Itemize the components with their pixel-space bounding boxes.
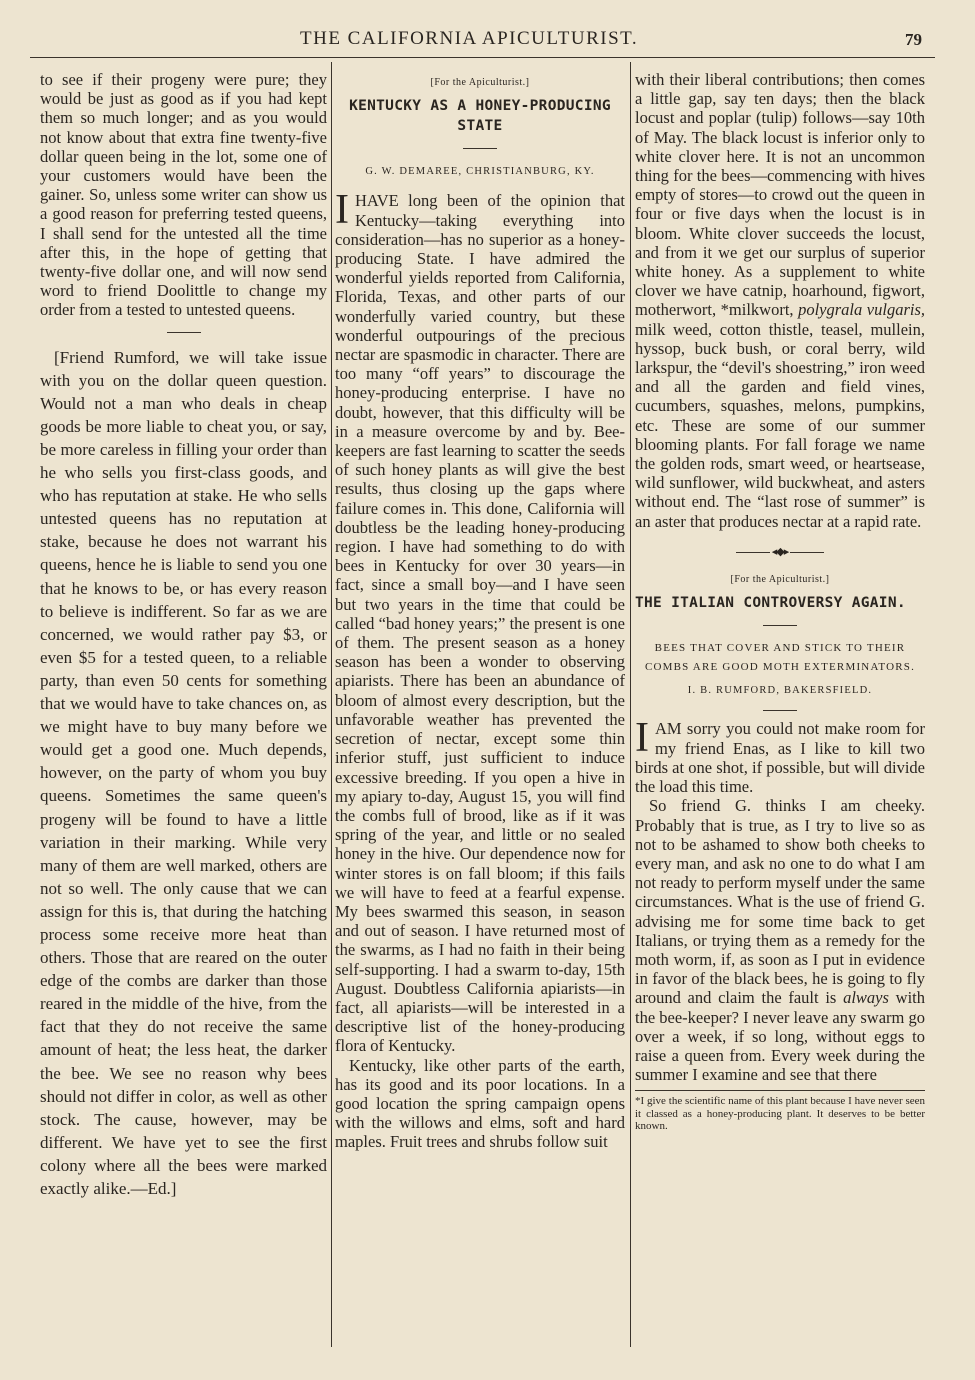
column-middle bbox=[335, 70, 625, 1152]
article-byline: G. W. DEMAREE, CHRISTIANBURG, KY. bbox=[365, 166, 595, 178]
running-header bbox=[0, 0, 975, 60]
byline-rule bbox=[763, 710, 797, 711]
column-divider-left bbox=[331, 62, 332, 1347]
article-kicker: [For the Apiculturist.] bbox=[430, 77, 530, 88]
header-rule bbox=[30, 57, 935, 58]
footnote-rule bbox=[635, 1090, 925, 1091]
title-rule bbox=[463, 148, 497, 149]
article-byline: I. B. RUMFORD, BAKERSFIELD. bbox=[687, 685, 873, 697]
footnote: *I give the scientific name of this plant because I have never seen it classed as a honey-producing plant. It deserves to be better known. bbox=[635, 1095, 925, 1133]
article-paragraph: Kentucky, like other parts of the earth, has its good and its poor locations. In a good location the spring campaign opens with the willows and elms, soft and hard maples. Fruit trees and shrubs follow suit bbox=[335, 1055, 625, 1152]
editor-note: [Friend Rumford, we will take issue with you on the dollar queen question. Would not a man who deals in cheap goods be more liable to cheat you, or say, be more careless in filling your order than he who sells you first-class goods, and who has reputation at stake. He who sells untested queens has no reputation at stake, because he does not warrant his queens, hence he is liable to send you one that he knows to be, or has every reason to believe is indifferent. So far as we are concerned, we would rather pay $3, or even $5 for a tested queen, to a reliable party, than even 50 cents for something that we would have to take chances on, as we might have to buy many before we would get a good one. Much depends, however, on the party of whom you buy queens. Sometimes the same queen's progeny will be found to have a little variation in their marking. While very many of them are well marked, others are not so well. The only cause that we can assign for this is, that during the hatching process some receive more heat than others. Those that are reared on the outer edge of the combs are darker than those reared in the middle of the hive, from the fact that they do not receive the same amount of heat; the less heat, the darker the bee. We see no reason why bees should not differ in color, as well as other stock. The cause, however, may be different. We have yet to see the first colony where all the bees were marked exactly alike.—Ed.] bbox=[40, 347, 327, 1199]
journal-title: THE CALIFORNIA APICULTURIST. bbox=[300, 28, 639, 49]
column-divider-right bbox=[630, 62, 631, 1347]
article-title: KENTUCKY AS A HONEY-PRODUCING STATE bbox=[349, 98, 611, 135]
section-ornament: ◂◆▸ bbox=[635, 543, 925, 562]
drop-cap: I bbox=[635, 715, 649, 762]
continued-paragraph: with their liberal contributions; then comes a little gap, say ten days; then the black locust and poplar (tulip) follows—say 10th of May. The black locust is inferior only to white clover here. It is not an uncommon thing for the bees—commencing with hives empty of stores—to crowd out the queen in four or five days when the locust is in bloom. White clover succeeds the locust, and from it we get our surplus of superior white honey. As a supplement to white clover we have catnip, hoarhound, figwort, motherwort, *milkwort, polygrala vulgaris, milk weed, cotton thistle, teasel, mullein, hyssop, buck bush, or coral berry, wild larkspur, the “devil's shoestring,” iron weed and all the garden and field vines, cucumbers, squashes, melons, pumpkins, etc. These are some of our summer blooming plants. For fall forage we name the golden rods, smart weed, or heartsease, wild sunflower, wild buckwheat, and asters without end. The “last rose of summer” is an aster that produces nectar at a rapid rate. bbox=[635, 70, 925, 531]
article-paragraph: IAM sorry you could not make room for my friend Enas, as I like to kill two birds at one shot, if possible, but will divide the load this time. bbox=[635, 715, 925, 797]
title-rule bbox=[763, 625, 797, 626]
italic-species-name: polygrala vulgaris, bbox=[798, 300, 925, 320]
article-paragraph: So friend G. thinks I am cheeky. Probably that is true, as I try to live so as not to be ashamed to show both cheeks to every man, and ask no one to do what I am not ready to perform myself under the same circumstances. What is the use of friend G. advising me for some time back to get Italians, or trying them as a remedy for the moth worm, if, as soon as I put in evidence in favor of the black bees, he is going to fly around and claim the fault is always with the bee-keeper? I never leave any swarm go over a week, if so long, without eggs to raise a queen from. Every week during the summer I examine and see that there bbox=[635, 796, 925, 1085]
continued-paragraph: to see if their progeny were pure; they would be just as good as if you had kept them so much longer; and as you would not know about that extra fine twenty-five dollar queen being in the lot, some one of your customers would have been the gainer. So, unless some writer can show us a good reason for preferring tested queens, I shall send for the untested all the time after this, in the hope of getting that twenty-five dollar one, and will now send word to friend Doolittle to change my order from a tested to untested queens. bbox=[40, 70, 327, 320]
article-paragraph: IHAVE long been of the opinion that Kentucky—taking everything into consideration—has no superior as a honey-producing State. I have admired the wonderful yields reported from California, Florida, Texas, and other parts of our wonderfully varied country, but these wonderful outpourings of the precious nectar are spasmodic in character. There are too many “off years” to discourage the honey-producing enterprise. I have no doubt, however, that this difficulty will be in a measure overcome by and by. Bee-keepers are fast learning to scatter the seeds of such honey plants as will give the best results, thus closing up the gaps where failure comes in. This done, California will doubtless be the leading honey-producing region. I have had something to do with bees in Kentucky for over 30 years—in fact, since a small boy—and I have seen but two years in the time that could be called “bad honey years;” the present is one of them. The present season as a honey season has been a wonder to observing apiarists. There has been an abundance of bloom of almost every description, but the unfavorable weather has prevented the secretion of nectar, except some thin inferior stuff, just sufficient to induce excessive breeding. If you open a hive in my apiary to-day, August 15, you will find the combs full of brood, like as if it was spring of the year, and little or no sealed honey in the hive. Our dependence now for winter stores is on fall bloom; if this fails we will have to feed at a fearful expense. My bees swarmed this season, in season and out of season. I have returned most of the swarms, as I had no faith in their being self-supporting. I had a swarm to-day, 15th August. Doubtless California apiarists—in fact, all apiarists—will be interested in a descriptive list of the honey-producing flora of Kentucky. bbox=[335, 187, 625, 1056]
article-subtitle: BEES THAT COVER AND STICK TO THEIR COMBS ARE GOOD MOTH EXTERMINATORS. bbox=[644, 642, 916, 674]
drop-cap: I bbox=[335, 187, 349, 234]
column-left bbox=[40, 70, 327, 1200]
column-right bbox=[635, 70, 925, 1133]
article-title: THE ITALIAN CONTROVERSY AGAIN. bbox=[635, 595, 906, 612]
section-rule bbox=[167, 332, 201, 333]
page-number: 79 bbox=[905, 30, 922, 49]
article-kicker: [For the Apiculturist.] bbox=[730, 574, 830, 586]
